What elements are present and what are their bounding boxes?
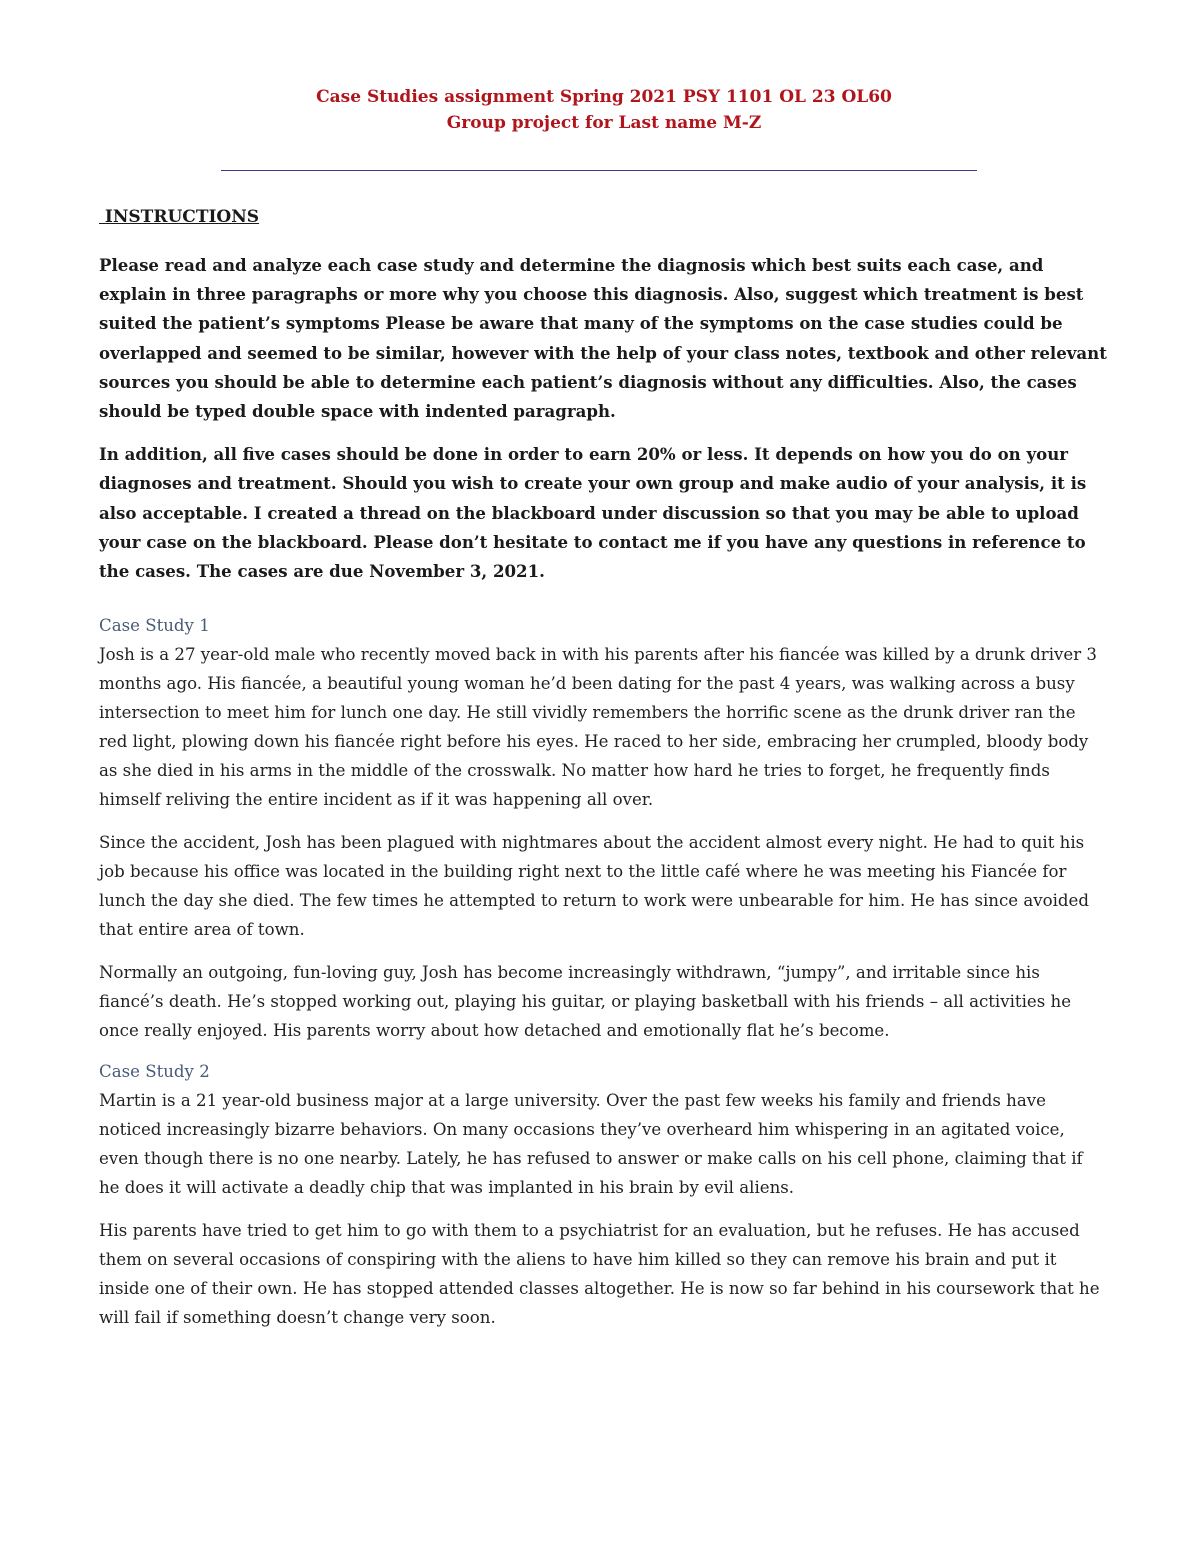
instructions-paragraph-2: In addition, all five cases should be done in order to earn 20% or less. It depends on how you do on your diagnoses and treatment. Should you wish to create your own group and make audio of your analysis, it is also acceptable. I created a thread on the blackboard under discussion so that you may be able to upload your case on the blackboard. Please don’t hesitate to contact me if you have any questions in reference to the cases. The cases are due November 3, 2021. [99, 444, 1087, 582]
case-study-2-paragraph-1: Martin is a 21 year-old business major at a large university. Over the past few weeks his family and friends have noticed increasingly bizarre behaviors. On many occasions they’ve overheard him whispering in an agitated voice, even though there is no one nearby. Lately, he has refused to answer or make calls on his cell phone, claiming that if he does it will activate a deadly chip that was implanted in his brain by evil aliens. [99, 1091, 1083, 1198]
document-page [99, 84, 1107, 1332]
instructions-paragraph-1: Please read and analyze each case study and determine the diagnosis which best suits each case, and explain in three paragraphs or more why you choose this diagnosis. Also, suggest which treatment is best suited the patient’s symptoms Please be aware that many of the symptoms on the case studies could be overlapped and seemed to be similar, however with the help of your class notes, textbook and other relevant sources you should be able to determine each patient’s diagnosis without any difficulties. Also, the cases should be typed double space with indented paragraph. [99, 255, 1107, 422]
instructions-heading: INSTRUCTIONS [99, 207, 260, 227]
case-study-1-paragraph-1: Josh is a 27 year-old male who recently moved back in with his parents after his fiancée was killed by a drunk driver 3 months ago. His fiancée, a beautiful young woman he’d been dating for the past 4 years, was walking across a busy intersection to meet him for lunch one day. He still vividly remembers the horrific scene as the drunk driver ran the red light, plowing down his fiancée right before his eyes. He raced to her side, embracing her crumpled, bloody body as she died in his arms in the middle of the crosswalk. No matter how hard he tries to forget, he frequently finds himself reliving the entire incident as if it was happening all over. [99, 645, 1097, 810]
case-study-1-paragraph-3: Normally an outgoing, fun-loving guy, Josh has become increasingly withdrawn, “jumpy”, and irritable since his fiancé’s death. He’s stopped working out, playing his guitar, or playing basketball with his friends – all activities he once really enjoyed. His parents worry about how detached and emotionally flat he’s become. [99, 963, 1072, 1041]
horizontal-rule [221, 170, 977, 171]
case-study-1-heading: Case Study 1 [99, 616, 210, 636]
document-title-line-2: Group project for Last name M-Z [446, 113, 762, 133]
document-title-line-1: Case Studies assignment Spring 2021 PSY 1101 OL 23 OL60 [316, 87, 892, 107]
case-study-2-heading: Case Study 2 [99, 1062, 210, 1082]
case-study-2-paragraph-2: His parents have tried to get him to go with them to a psychiatrist for an evaluation, but he refuses. He has accused them on several occasions of conspiring with the aliens to have him killed so they can remove his brain and put it inside one of their own. He has stopped attended classes altogether. He is now so far behind in his coursework that he will fail if something doesn’t change very soon. [99, 1221, 1100, 1328]
case-study-1-paragraph-2: Since the accident, Josh has been plagued with nightmares about the accident almost every night. He had to quit his job because his office was located in the building right next to the little café where he was meeting his Fiancée for lunch the day she died. The few times he attempted to return to work were unbearable for him. He has since avoided that entire area of town. [99, 833, 1089, 940]
